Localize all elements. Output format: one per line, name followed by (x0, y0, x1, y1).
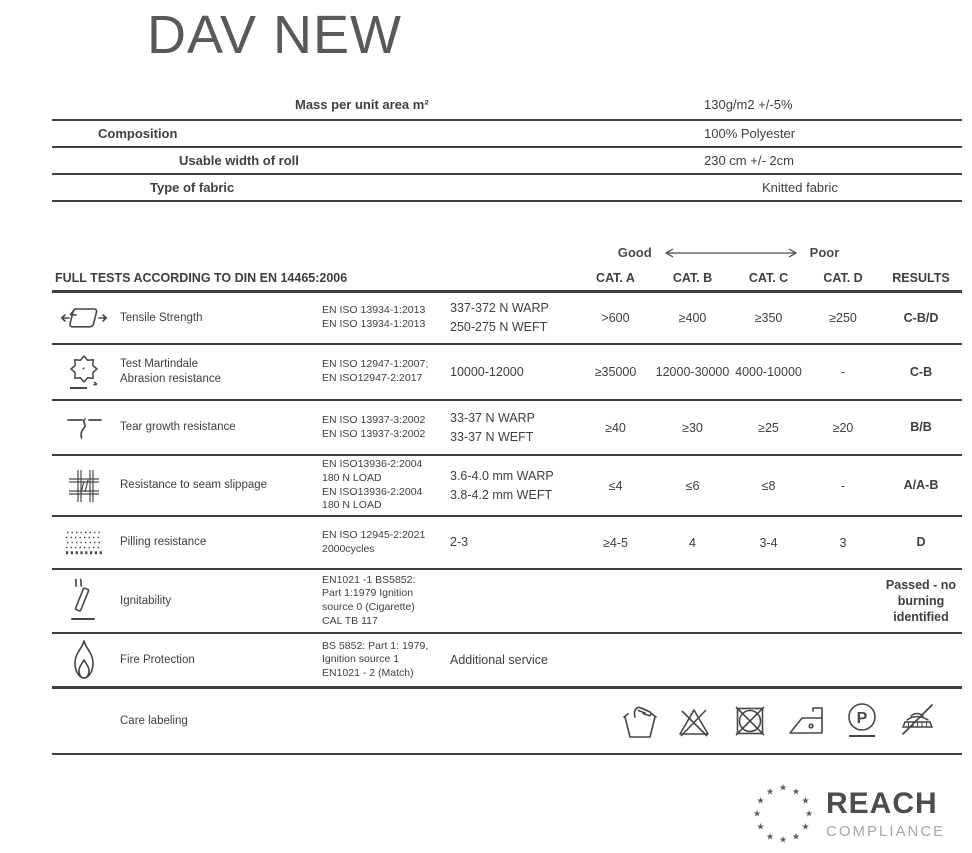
test-standard: EN1021 - 2 (Match) (322, 666, 414, 679)
test-standard: 180 N LOAD (322, 499, 382, 512)
test-standard: Ignition source 1 (322, 653, 400, 666)
test-name: Tear growth resistance (120, 421, 236, 434)
test-name: Ignitability (120, 594, 172, 607)
test-value: 2-3 (450, 535, 469, 550)
test-standard: 180 N LOAD (322, 471, 382, 484)
test-name: Resistance to seam slippage (120, 479, 268, 492)
property-value: 100% Polyester (704, 126, 796, 141)
test-standard: EN1021 -1 BS5852: (322, 573, 416, 586)
cat-b-value: 12000-30000 (655, 365, 730, 379)
test-standard: BS 5852: Part 1: 1979, (322, 639, 429, 652)
reach-compliance-logo (752, 783, 945, 845)
tests-table (52, 240, 962, 755)
property-label: Composition (98, 126, 178, 141)
iron-one-dot-icon (787, 701, 825, 741)
property-value: Knitted fabric (762, 180, 838, 195)
eu-star-icon: ★ (778, 834, 788, 845)
cat-d-value: ≥20 (832, 420, 854, 435)
result-value: B/B (910, 420, 932, 435)
test-standard: EN ISO13936-2:2004 (322, 485, 423, 498)
cat-d-value: - (840, 365, 846, 379)
cat-d-value: 3 (839, 535, 847, 550)
test-standard: EN ISO 13934-1:2013 (322, 304, 426, 317)
martindale-abrasion-icon (52, 352, 115, 392)
property-row (52, 148, 962, 175)
property-value: 230 cm +/- 2cm (704, 153, 794, 168)
property-label: Type of fabric (150, 180, 235, 195)
test-standard: source 0 (Cigarette) (322, 601, 415, 613)
test-name: Abrasion resistance (120, 373, 221, 385)
cat-a-value: ≤4 (608, 478, 623, 493)
property-label: Usable width of roll (179, 153, 299, 168)
do-not-steam-icon (898, 701, 936, 741)
property-label: Mass per unit area m² (295, 97, 429, 112)
test-row (52, 517, 962, 570)
col-header-cat-c: CAT. C (748, 271, 789, 285)
quality-scale (577, 245, 880, 260)
test-standard: EN ISO 13937-3:2002 (322, 413, 426, 426)
test-value: 33-37 N WARP (450, 410, 535, 425)
result-value: D (916, 535, 926, 550)
test-value: Additional service (450, 652, 548, 667)
logo-reach-text: REACH (826, 787, 938, 820)
test-standard: EN ISO 13937-3:2002 (322, 427, 426, 440)
test-value: 337-372 N WARP (450, 301, 549, 316)
test-name: Tensile Strength (120, 311, 203, 324)
property-value: 130g/m2 +/-5% (704, 97, 793, 112)
page-title: DAV NEW (147, 5, 403, 65)
pilling-icon (52, 529, 115, 556)
test-name: Test Martindale (120, 358, 198, 371)
eu-star-icon: ★ (778, 782, 788, 793)
seam-slippage-icon (52, 465, 115, 507)
test-name: Pilling resistance (120, 536, 207, 549)
test-row (52, 570, 962, 634)
result-value: Passed - no burning identified (885, 577, 957, 625)
cat-c-value: ≥25 (758, 420, 779, 435)
eu-star-icon: ★ (765, 831, 775, 841)
test-standard: EN ISO13936-2:2004 (322, 458, 423, 471)
test-name: Fire Protection (120, 653, 195, 666)
result-value: A/A-B (903, 478, 939, 493)
eu-star-icon: ★ (791, 786, 801, 796)
col-header-cat-d: CAT. D (823, 271, 863, 285)
cat-c-value: 3-4 (759, 535, 778, 550)
tests-header-row (52, 265, 962, 293)
fire-protection-icon (52, 637, 115, 683)
cat-d-value: ≥250 (829, 311, 857, 325)
test-value: 10000-12000 (450, 364, 524, 379)
eu-stars-circle (752, 783, 814, 845)
test-value: 3.8-4.2 mm WEFT (450, 487, 553, 502)
ignitability-icon (52, 578, 115, 624)
test-row (52, 345, 962, 401)
eu-star-icon: ★ (756, 821, 765, 832)
dry-clean-p-letter: P (856, 710, 867, 727)
scale-poor-label: Poor (809, 245, 840, 260)
test-standard: EN ISO 12947-1:2007; (322, 358, 429, 371)
col-header-results: RESULTS (892, 271, 950, 285)
cat-b-value: 4 (689, 535, 696, 550)
cat-a-value: >600 (601, 311, 630, 325)
cat-d-value: - (840, 478, 846, 493)
test-value: 250-275 N WEFT (450, 320, 548, 334)
properties-table (52, 90, 962, 202)
cat-c-value: 4000-10000 (735, 365, 802, 379)
tensile-strength-icon (52, 301, 115, 335)
cat-a-value: ≥40 (605, 420, 626, 435)
test-value: 33-37 N WEFT (450, 429, 534, 444)
test-standard: CAL TB 117 (322, 614, 378, 627)
col-header-cat-a: CAT. A (596, 271, 635, 285)
logo-compliance-text: COMPLIANCE (826, 823, 946, 840)
test-row (52, 634, 962, 689)
col-header-cat-b: CAT. B (672, 271, 713, 285)
do-not-bleach-icon (676, 701, 712, 741)
care-labeling-label: Care labeling (120, 715, 188, 727)
property-row (52, 121, 962, 148)
property-row (52, 90, 962, 121)
care-icons (622, 701, 936, 741)
eu-star-icon: ★ (791, 831, 801, 841)
property-row (52, 175, 962, 202)
test-value: 3.6-4.0 mm WARP (450, 468, 554, 483)
cat-c-value: ≤8 (761, 478, 776, 493)
care-labeling-row (52, 689, 962, 755)
eu-star-icon: ★ (801, 821, 810, 832)
cat-b-value: ≥400 (678, 311, 707, 325)
eu-star-icon: ★ (752, 808, 762, 819)
result-value: C-B (909, 364, 933, 379)
test-standard: Part 1:1979 Ignition (322, 587, 414, 600)
cat-c-value: ≥350 (754, 311, 783, 325)
test-standard: EN ISO12947-2:2017 (322, 372, 423, 384)
test-row (52, 401, 962, 456)
dry-clean-p-icon (844, 701, 880, 741)
tests-heading: FULL TESTS ACCORDING TO DIN EN 14465:2006 (55, 271, 348, 285)
eu-star-icon: ★ (765, 786, 775, 796)
result-value: C-B/D (903, 310, 939, 325)
test-standard: EN ISO 12945-2:2021 (322, 528, 426, 541)
eu-star-icon: ★ (756, 795, 765, 806)
quality-scale-row (52, 240, 962, 265)
cat-a-value: ≥35000 (594, 365, 637, 379)
cat-b-value: ≥30 (682, 420, 703, 435)
tear-growth-icon (52, 412, 115, 444)
test-row (52, 456, 962, 517)
good-poor-arrow-icon (661, 247, 801, 259)
handwash-icon (622, 701, 658, 741)
scale-good-label: Good (617, 245, 652, 260)
eu-star-icon: ★ (801, 795, 810, 806)
cat-b-value: ≤6 (685, 478, 700, 493)
cat-a-value: ≥4-5 (603, 535, 628, 550)
test-row (52, 293, 962, 345)
test-standard: 2000cycles (322, 542, 375, 555)
test-standard: EN ISO 13934-1:2013 (322, 318, 426, 330)
eu-star-icon: ★ (804, 808, 814, 819)
do-not-tumble-dry-icon (731, 701, 769, 741)
